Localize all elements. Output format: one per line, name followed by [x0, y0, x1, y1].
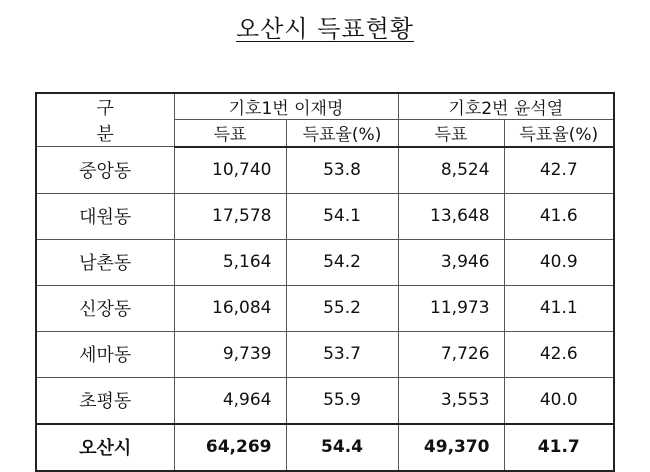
c1-votes: 10,740: [174, 147, 286, 194]
district-name: 남촌동: [36, 239, 174, 285]
page-title: [0, 14, 650, 44]
table-row: [36, 239, 614, 285]
title-text: 오산시 득표현황: [236, 15, 414, 43]
table-row: [36, 285, 614, 331]
total-c2-votes: 49,370: [398, 424, 504, 471]
c1-votes-header: 득표: [174, 120, 286, 147]
c1-rate: 53.7: [286, 331, 398, 377]
c1-rate: 54.1: [286, 193, 398, 239]
total-row: [36, 424, 614, 471]
total-c1-rate: 54.4: [286, 424, 398, 471]
total-name: 오산시: [36, 424, 174, 471]
gubun-header: 구 분: [36, 93, 174, 147]
c2-rate: 40.0: [504, 377, 614, 424]
c2-votes: 7,726: [398, 331, 504, 377]
candidate1-header: 기호1번 이재명: [174, 93, 398, 120]
table-row: [36, 331, 614, 377]
c2-rate: 41.6: [504, 193, 614, 239]
vote-results-table: [35, 92, 615, 472]
c1-rate-header: 득표율(%): [286, 120, 398, 147]
c2-rate: 41.1: [504, 285, 614, 331]
c2-rate: 40.9: [504, 239, 614, 285]
table-row: [36, 377, 614, 424]
c1-rate: 55.9: [286, 377, 398, 424]
c2-rate: 42.6: [504, 331, 614, 377]
candidate2-header: 기호2번 윤석열: [398, 93, 614, 120]
c1-votes: 4,964: [174, 377, 286, 424]
c2-rate-header: 득표율(%): [504, 120, 614, 147]
c1-votes: 17,578: [174, 193, 286, 239]
c2-votes: 11,973: [398, 285, 504, 331]
c2-votes: 3,553: [398, 377, 504, 424]
c2-votes: 8,524: [398, 147, 504, 194]
table-row: [36, 193, 614, 239]
c2-votes: 3,946: [398, 239, 504, 285]
total-c1-votes: 64,269: [174, 424, 286, 471]
district-name: 초평동: [36, 377, 174, 424]
c2-votes-header: 득표: [398, 120, 504, 147]
c1-rate: 55.2: [286, 285, 398, 331]
c2-rate: 42.7: [504, 147, 614, 194]
header-row: [36, 93, 614, 120]
c1-votes: 5,164: [174, 239, 286, 285]
district-name: 신장동: [36, 285, 174, 331]
c2-votes: 13,648: [398, 193, 504, 239]
total-c2-rate: 41.7: [504, 424, 614, 471]
c1-rate: 53.8: [286, 147, 398, 194]
table-row: [36, 147, 614, 194]
c1-votes: 16,084: [174, 285, 286, 331]
c1-votes: 9,739: [174, 331, 286, 377]
district-name: 세마동: [36, 331, 174, 377]
district-name: 대원동: [36, 193, 174, 239]
c1-rate: 54.2: [286, 239, 398, 285]
district-name: 중앙동: [36, 147, 174, 194]
